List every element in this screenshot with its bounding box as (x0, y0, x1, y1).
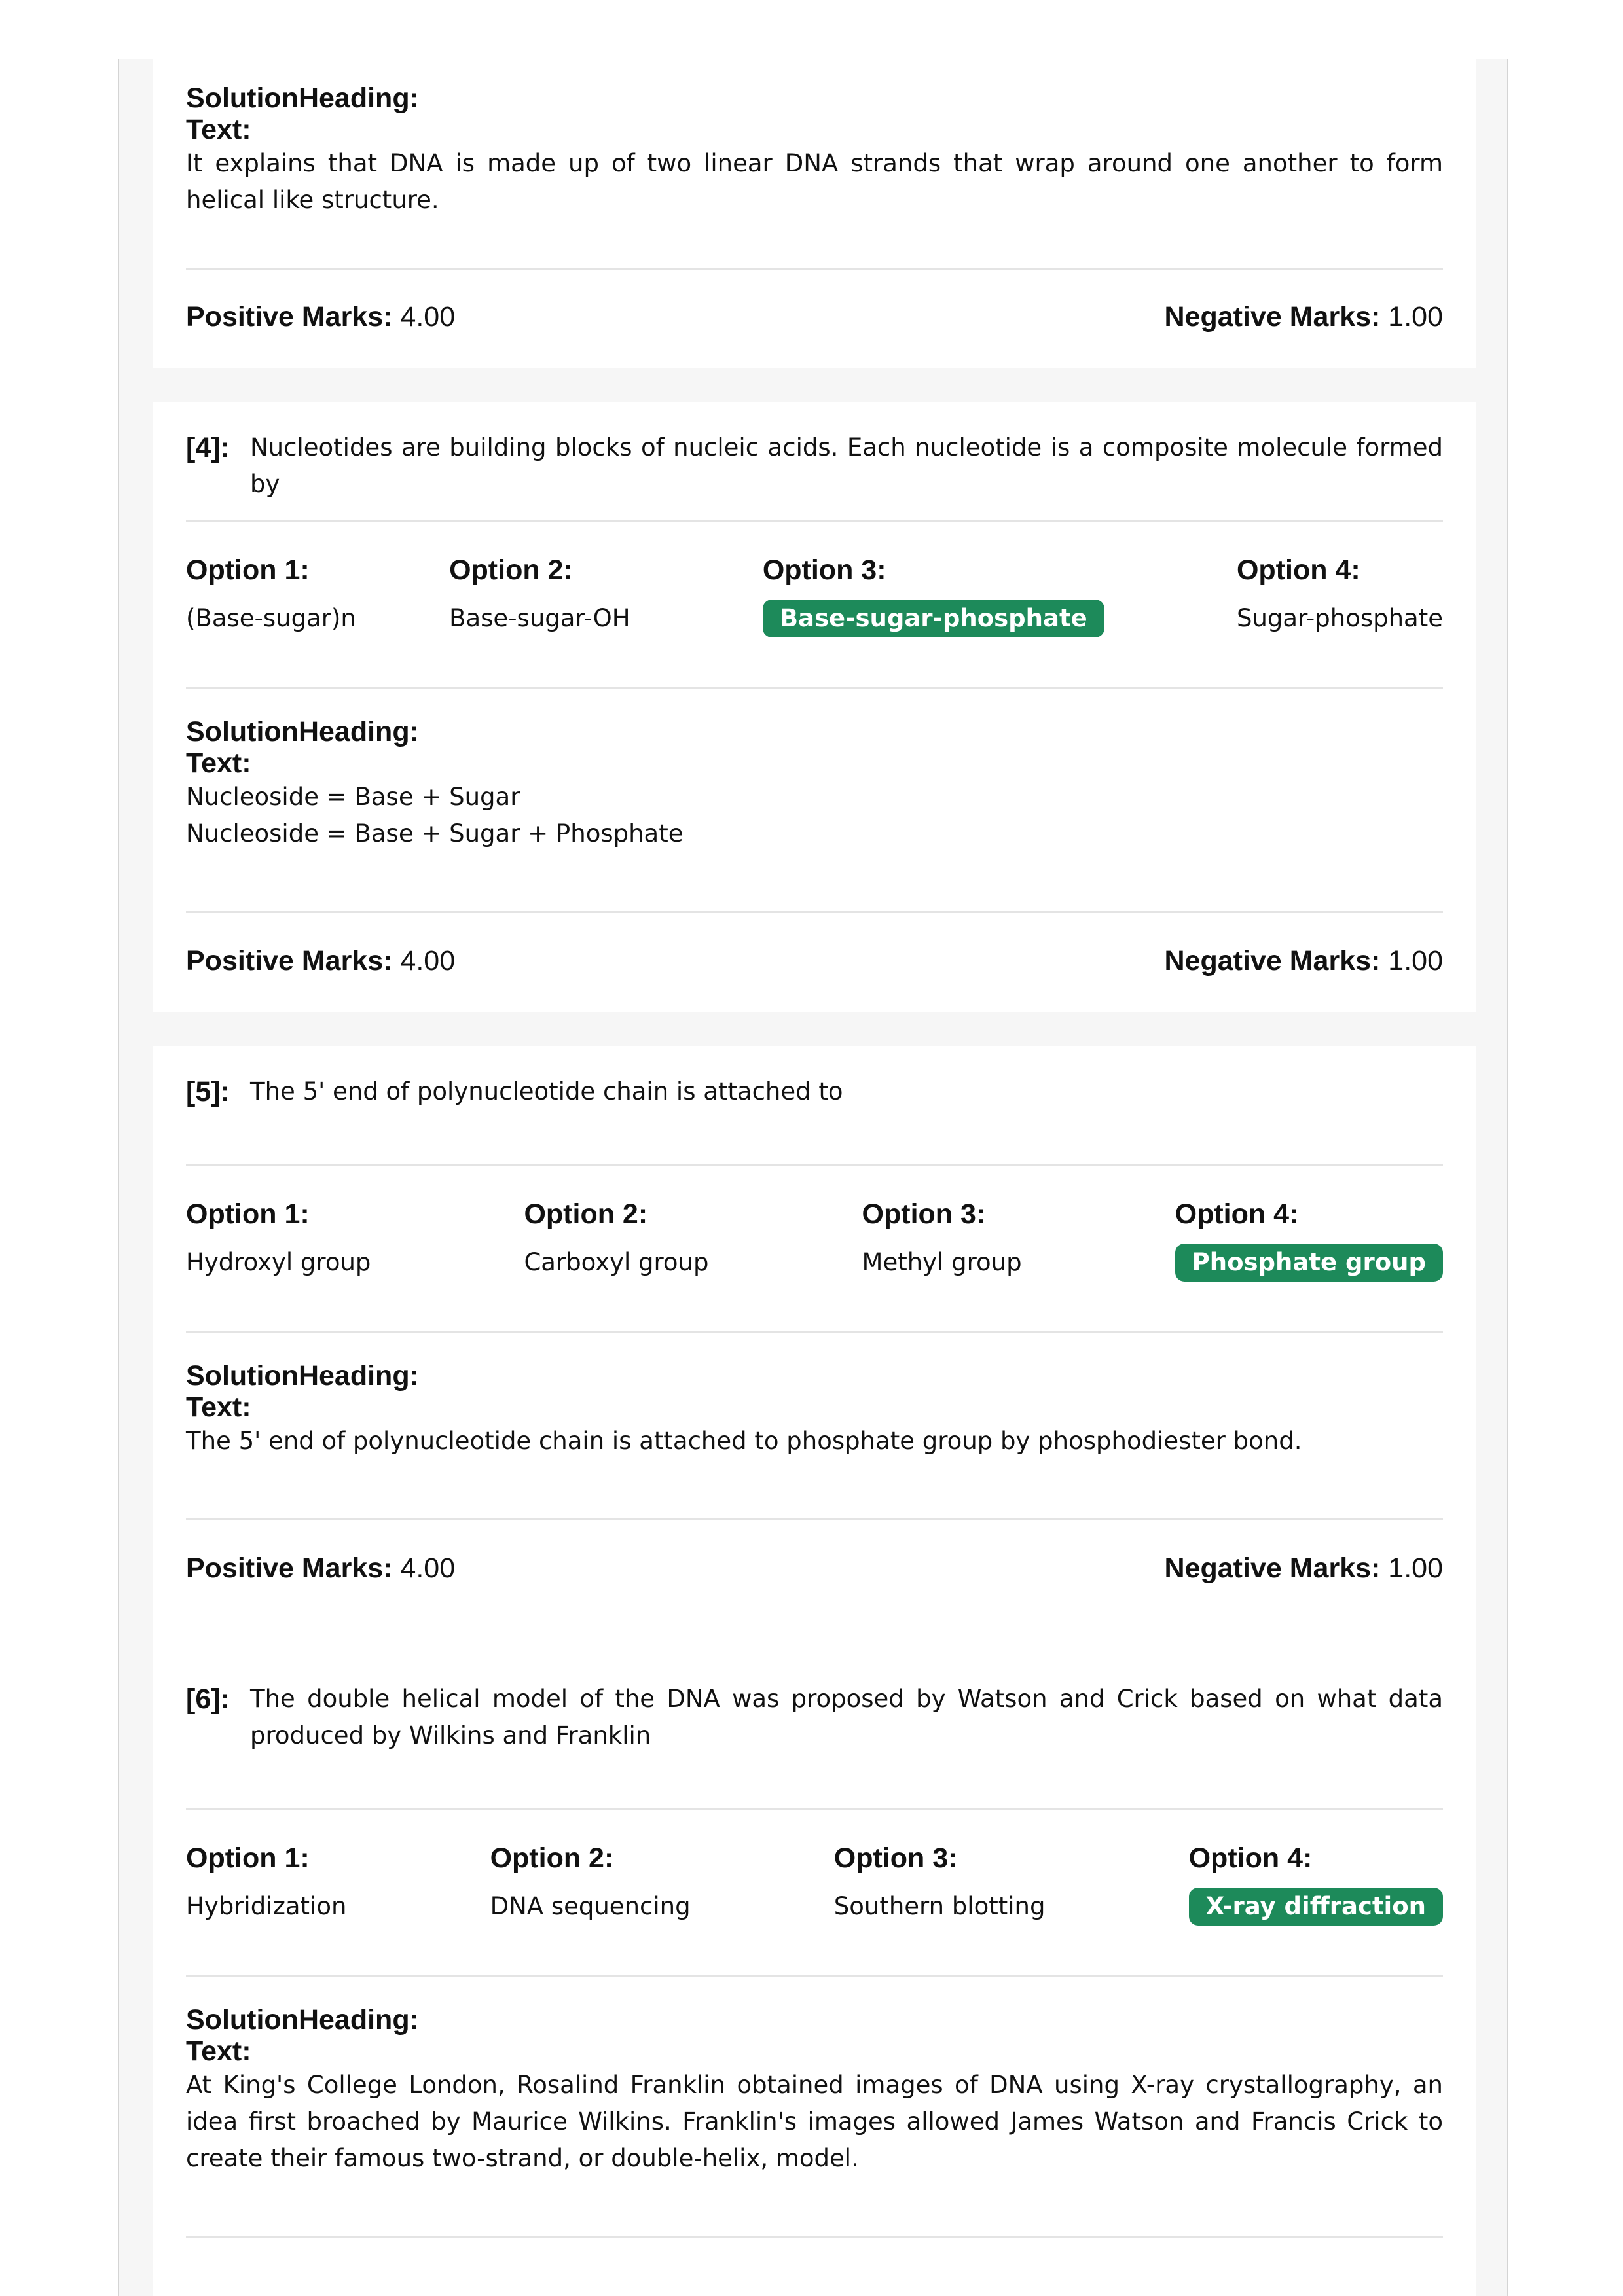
option-3[interactable]: Option 3: Base-sugar-phosphate (763, 554, 1104, 637)
divider (186, 1518, 1443, 1520)
question-card-3 (153, 59, 1476, 368)
question-card-6 (153, 1653, 1476, 2296)
option-3-correct-answer: Base-sugar-phosphate (763, 600, 1104, 637)
question-row (186, 1681, 1443, 1754)
options-row (186, 1198, 1443, 1282)
solution-text-label: Text: (186, 2036, 251, 2067)
option-4[interactable]: Option 4: Phosphate group (1175, 1198, 1443, 1282)
option-4[interactable]: Option 4: X-ray diffraction (1189, 1842, 1443, 1926)
solution-text-label: Text: (186, 747, 251, 779)
question-text: The double helical model of the DNA was proposed by Watson and Crick based on what data produced by Wilkins and Franklin (250, 1685, 1443, 1749)
options-row (186, 554, 1443, 637)
positive-marks: Positive Marks: 4.00 (186, 301, 456, 332)
option-4-correct-answer: X-ray diffraction (1189, 1888, 1443, 1926)
positive-marks: Positive Marks: 4.00 (186, 1552, 456, 1584)
option-1-value: Hybridization (186, 1892, 347, 1920)
marks-row (186, 945, 1443, 977)
positive-marks: Positive Marks: 4.00 (186, 945, 456, 977)
solution-text: It explains that DNA is made up of two linear DNA strands that wrap around one another to form helical like structure. (186, 149, 1443, 214)
question-number: [5]: (186, 1076, 230, 1107)
question-text: Nucleotides are building blocks of nucleic acids. Each nucleotide is a composite molecule formed by (250, 433, 1443, 498)
divider (186, 911, 1443, 913)
solution-text: At King's College London, Rosalind Franklin obtained images of DNA using X-ray crystallography, an idea first broached by Maurice Wilkins. Franklin's images allowed James Watson and Francis Crick to create their famous two-strand, or double-helix, model. (186, 2071, 1443, 2172)
solution-heading: SolutionHeading: (186, 2004, 419, 2036)
option-1[interactable]: Option 1: (Base-sugar)n (186, 554, 356, 637)
marks-row (186, 1552, 1443, 1585)
solution-text-label: Text: (186, 114, 251, 145)
option-3-value: Methyl group (862, 1248, 1022, 1276)
option-2[interactable]: Option 2: Carboxyl group (524, 1198, 708, 1282)
option-1-value: Hydroxyl group (186, 1248, 371, 1276)
solution-heading: SolutionHeading: (186, 716, 419, 747)
option-1[interactable]: Option 1: Hydroxyl group (186, 1198, 371, 1282)
divider (186, 1975, 1443, 1977)
option-2-value: Carboxyl group (524, 1248, 709, 1276)
solution-heading: SolutionHeading: (186, 1360, 419, 1391)
solution-heading: SolutionHeading: (186, 82, 419, 114)
option-3[interactable]: Option 3: Methyl group (862, 1198, 1022, 1282)
question-row (186, 1073, 1443, 1110)
divider (186, 1808, 1443, 1810)
divider (186, 2236, 1443, 2238)
negative-marks: Negative Marks: 1.00 (1164, 1552, 1443, 1584)
divider (186, 268, 1443, 270)
options-row (186, 1842, 1443, 1926)
option-1[interactable]: Option 1: Hybridization (186, 1842, 346, 1926)
option-1-value: (Base-sugar)n (186, 604, 356, 632)
question-text: The 5' end of polynucleotide chain is attached to (250, 1077, 843, 1105)
question-number: [4]: (186, 432, 230, 463)
divider (186, 520, 1443, 522)
marks-row (186, 301, 1443, 333)
divider (186, 687, 1443, 689)
question-row (186, 429, 1443, 503)
solution-line-1: Nucleoside = Base + Sugar (186, 783, 520, 811)
divider (186, 1164, 1443, 1166)
solution-text-label: Text: (186, 1391, 251, 1423)
solution-text: The 5' end of polynucleotide chain is attached to phosphate group by phosphodiester bond. (186, 1427, 1302, 1455)
question-card-5 (153, 1046, 1476, 1655)
option-4-correct-answer: Phosphate group (1175, 1244, 1443, 1282)
option-4[interactable]: Option 4: Sugar-phosphate (1237, 554, 1443, 637)
option-4-value: Sugar-phosphate (1236, 604, 1443, 632)
solution-line-2: Nucleoside = Base + Sugar + Phosphate (186, 819, 684, 848)
divider (186, 1331, 1443, 1333)
option-2-value: Base-sugar-OH (449, 604, 630, 632)
option-2-value: DNA sequencing (490, 1892, 691, 1920)
option-2[interactable]: Option 2: Base-sugar-OH (449, 554, 630, 637)
option-3-value: Southern blotting (833, 1892, 1046, 1920)
negative-marks: Negative Marks: 1.00 (1164, 301, 1443, 332)
question-card-4 (153, 402, 1476, 1012)
negative-marks: Negative Marks: 1.00 (1164, 945, 1443, 977)
question-number: [6]: (186, 1683, 230, 1715)
option-2[interactable]: Option 2: DNA sequencing (490, 1842, 691, 1926)
option-3[interactable]: Option 3: Southern blotting (834, 1842, 1046, 1926)
page-frame (118, 59, 1508, 2296)
